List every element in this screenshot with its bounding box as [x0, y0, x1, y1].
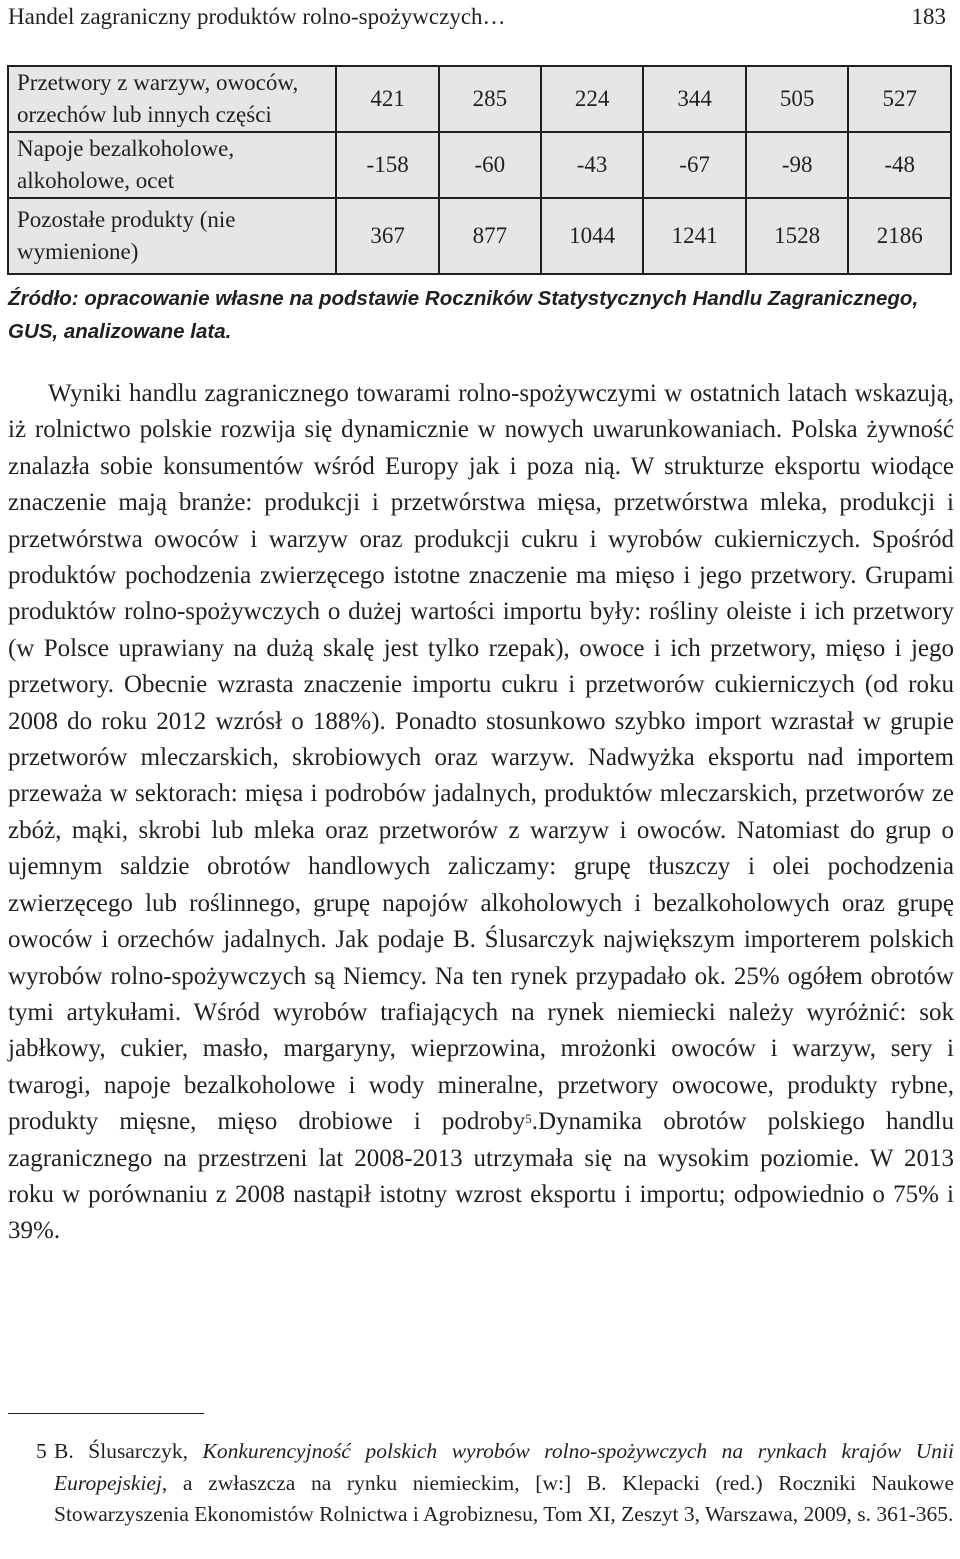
table-cell: -98 [746, 132, 849, 198]
table-row [8, 66, 951, 132]
table-cell: 224 [541, 66, 644, 132]
table-cell: 527 [848, 66, 951, 132]
footnote-title: Konkurencyjność polskich wyrobów rolno-spożywczych na rynkach krajów Unii Europejskiej [54, 1439, 954, 1495]
table-cell: -60 [439, 132, 541, 198]
body-text [8, 376, 954, 1250]
paragraph-text: Wyniki handlu zagranicznego towarami rolno-spożywczymi w ostatnich latach wskazują, iż rolnictwo polskie rozwija się dynamicznie w nowych uwarunkowaniach. Polska żywność znalazła sobie konsumentów wśród Europy jak i poza nią. W strukturze eksportu wiodące znaczenie mają branże: produkcji i przetwórstwa mięsa, przetwórstwa mleka, produkcji i przetwórstwa owoców i warzyw oraz produkcji cukru i wyrobów cukierniczych. Spośród produktów pochodzenia zwierzęcego istotne znaczenie ma mięso i jego przetwory. Grupami produktów rolno-spożywczych o dużej wartości importu były: rośliny oleiste i ich przetwory (w Polsce uprawiany na dużą skalę jest tylko rzepak), owoce i ich przetwory, mięso i jego przetwory. Obecnie wzrasta znaczenie importu cukru i przetworów cukierniczych (od roku 2008 do roku 2012 wzrósł o 188%). Ponadto stosunkowo szybko import wzrastał w grupie przetworów mleczarskich, skrobiowych oraz warzyw. Nadwyżka eksportu nad importem przeważa w sektorach: mięsa i podrobów jadalnych, produktów mleczarskich, przetworów ze zbóż, mąki, skrobi lub mleka oraz przetworów z warzyw i owoców. Natomiast do grup o ujemnym saldzie obrotów handlowych zaliczamy: grupę tłuszczy i olei pochodzenia zwierzęcego lub roślinnego, grupę napojów alkoholowych i bezalkoholowych oraz grupę owoców i orzechów jadalnych. Jak podaje B. Ślusarczyk największym importerem polskich wyrobów rolno-spożywczych są Niemcy. Na ten rynek przypadało ok. 25% ogółem obrotów tymi artykułami. Wśród wyrobów trafiających na rynek niemiecki należy wyróżnić: sok jabłkowy, cukier, masło, margaryny, wieprzowina, mrożonki owoców i warzyw, sery i twarogi, napoje bezalkoholowe i wody mineralne, przetwory owocowe, produkty rybne, produkty mięsne, mięso drobiowe i podroby [8, 380, 954, 1136]
table-cell: -158 [336, 132, 438, 198]
row-label: Napoje bezalkoholowe, alkoholowe, ocet [8, 132, 336, 198]
running-title: Handel zagraniczny produktów rolno-spożywczych… [8, 4, 506, 29]
table-row [8, 132, 951, 198]
table-cell: 2186 [848, 198, 951, 274]
data-table [7, 65, 952, 275]
footnote-author: B. Ślusarczyk, [54, 1439, 203, 1463]
running-header [8, 0, 952, 34]
table-cell: 285 [439, 66, 541, 132]
table-cell: -48 [848, 132, 951, 198]
table-cell: 1241 [643, 198, 746, 274]
table-cell: 505 [746, 66, 849, 132]
table-source-note: Źródło: opracowanie własne na podstawie Roczników Statystycznych Handlu Zagranicznego, GUS, analizowane lata. [8, 287, 919, 343]
table-cell: 877 [439, 198, 541, 274]
table-cell: 344 [643, 66, 746, 132]
footnote-details: , a zwłaszcza na rynku niemieckim, [w:] B. Klepacki (red.) Roczniki Naukowe Stowarzyszenia Ekonomistów Rolnictwa i Agrobiznesu, Tom XI, Zeszyt 3, Warszawa, 2009, s. 361-365. [54, 1470, 954, 1526]
row-label: Pozostałe produkty (nie wymienione) [8, 198, 336, 274]
paragraph-text-continued: .Dynamika obrotów polskiego handlu zagranicznego na przestrzeni lat 2008-2013 utrzymała się na wysokim poziomie. W 2013 roku w porównaniu z 2008 nastąpił istotny wzrost eksportu i importu; odpowiednio o 75% i 39%. [8, 1108, 954, 1245]
footnote [8, 1436, 954, 1531]
table-cell: -67 [643, 132, 746, 198]
table-cell: 367 [336, 198, 438, 274]
table-row [8, 198, 951, 274]
row-label: Przetwory z warzyw, owoców, orzechów lub innych części [8, 66, 336, 132]
footnote-reference: 5 [525, 1111, 532, 1127]
table-cell: 421 [336, 66, 438, 132]
page-number: 183 [911, 4, 946, 29]
table-cell: -43 [541, 132, 644, 198]
table-cell: 1044 [541, 198, 644, 274]
footnote-separator [8, 1413, 204, 1414]
footnote-number: 5 [36, 1439, 47, 1463]
footnote-body [54, 1436, 954, 1531]
body-paragraph [8, 376, 954, 1250]
table-cell: 1528 [746, 198, 849, 274]
